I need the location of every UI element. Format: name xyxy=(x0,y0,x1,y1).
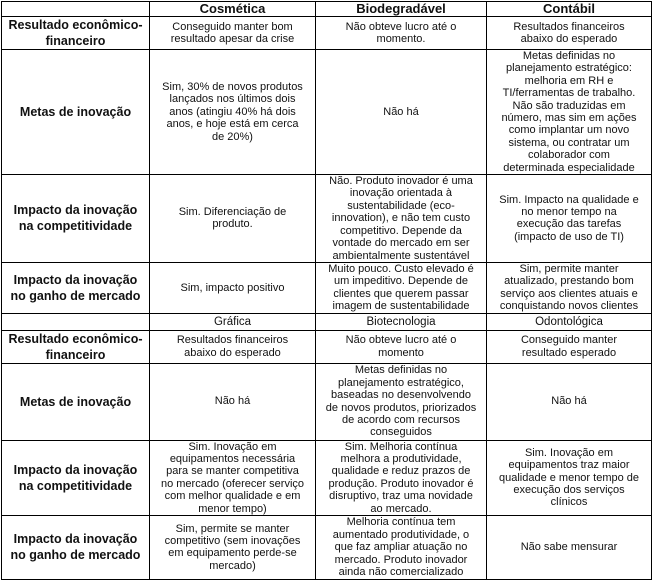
row-label: Resultado econômico- financeiro xyxy=(2,17,150,50)
table-cell: Conseguido manter bom resultado apesar da crise xyxy=(150,17,316,50)
table-cell: Sim. Melhoria contínua melhora a produtividade, qualidade e reduz prazos de produção. Produto inovador é disruptivo, traz uma novidade ao mercado. xyxy=(316,440,487,515)
row-label: Impacto da inovação no ganho de mercado xyxy=(2,262,150,313)
table-cell: Metas definidas no planejamento estratégico, baseadas no desenvolvendo de novos produtos, priorizados de acordo com recursos conseguidos xyxy=(316,363,487,440)
table-cell: Sim. Diferenciação de produto. xyxy=(150,175,316,263)
table-row xyxy=(2,175,652,263)
table-cell: Não obteve lucro até o momento xyxy=(316,330,487,363)
table-cell: Metas definidas no planejamento estratégico: melhoria em RH e TI/ferramentas de trabalho. Não são traduzidas em número, mas sim em ações como implantar um novo sistema, ou contratar um colaborador com determinada especialidade xyxy=(487,50,652,175)
row-label: Impacto da inovação na competitividade xyxy=(2,175,150,263)
table-body xyxy=(2,2,652,580)
column-header: Biotecnologia xyxy=(316,313,487,330)
header-row xyxy=(2,313,652,330)
table-cell: Muito pouco. Custo elevado é um impeditivo. Depende de clientes que querem passar imagem de sustentabilidade xyxy=(316,262,487,313)
table-row xyxy=(2,440,652,515)
table-cell: Sim. Inovação em equipamentos traz maior qualidade e menor tempo de execução dos serviços clínicos xyxy=(487,440,652,515)
table-cell: Conseguido manter resultado esperado xyxy=(487,330,652,363)
table-row xyxy=(2,330,652,363)
header-blank-cell xyxy=(2,313,150,330)
row-label: Resultado econômico- financeiro xyxy=(2,330,150,363)
table-cell: Sim, impacto positivo xyxy=(150,262,316,313)
column-header: Odontológica xyxy=(487,313,652,330)
table-row xyxy=(2,50,652,175)
table-cell: Sim. Inovação em equipamentos necessária para se manter competitiva no mercado (oferecer serviço com melhor qualidade e em menor tempo) xyxy=(150,440,316,515)
table-cell: Sim, permite manter atualizado, prestando bom serviço aos clientes atuais e conquistando novos clientes xyxy=(487,262,652,313)
table-row xyxy=(2,515,652,579)
row-label: Impacto da inovação na competitividade xyxy=(2,440,150,515)
column-header: Biodegradável xyxy=(316,2,487,17)
column-header: Contábil xyxy=(487,2,652,17)
table-row xyxy=(2,17,652,50)
table-row xyxy=(2,262,652,313)
table-row xyxy=(2,363,652,440)
table-cell: Não obteve lucro até o momento. xyxy=(316,17,487,50)
table-cell: Não sabe mensurar xyxy=(487,515,652,579)
row-label: Metas de inovação xyxy=(2,363,150,440)
table-cell: Não. Produto inovador é uma inovação orientada à sustentabilidade (eco- innovation), e não tem custo competitivo. Depende da vontade do mercado em ser ambientalmente sustentável xyxy=(316,175,487,263)
column-header: Gráfica xyxy=(150,313,316,330)
table-cell: Sim, 30% de novos produtos lançados nos últimos dois anos (atingiu 40% há dois anos, e hoje está em cerca de 20%) xyxy=(150,50,316,175)
table-cell: Resultados financeiros abaixo do esperado xyxy=(150,330,316,363)
header-blank-cell xyxy=(2,2,150,17)
table-cell: Não há xyxy=(150,363,316,440)
column-header: Cosmética xyxy=(150,2,316,17)
table-cell: Não há xyxy=(487,363,652,440)
comparison-table xyxy=(1,1,652,580)
table-cell: Sim, permite se manter competitivo (sem inovações em equipamento perde-se mercado) xyxy=(150,515,316,579)
row-label: Impacto da inovação no ganho de mercado xyxy=(2,515,150,579)
table-cell: Sim. Impacto na qualidade e no menor tempo na execução das tarefas (impacto de uso de TI) xyxy=(487,175,652,263)
table-cell: Não há xyxy=(316,50,487,175)
header-row xyxy=(2,2,652,17)
row-label: Metas de inovação xyxy=(2,50,150,175)
table-cell: Resultados financeiros abaixo do esperado xyxy=(487,17,652,50)
table-cell: Melhoria contínua tem aumentado produtividade, o que faz ampliar atuação no mercado. Produto inovador ainda não comercializado xyxy=(316,515,487,579)
